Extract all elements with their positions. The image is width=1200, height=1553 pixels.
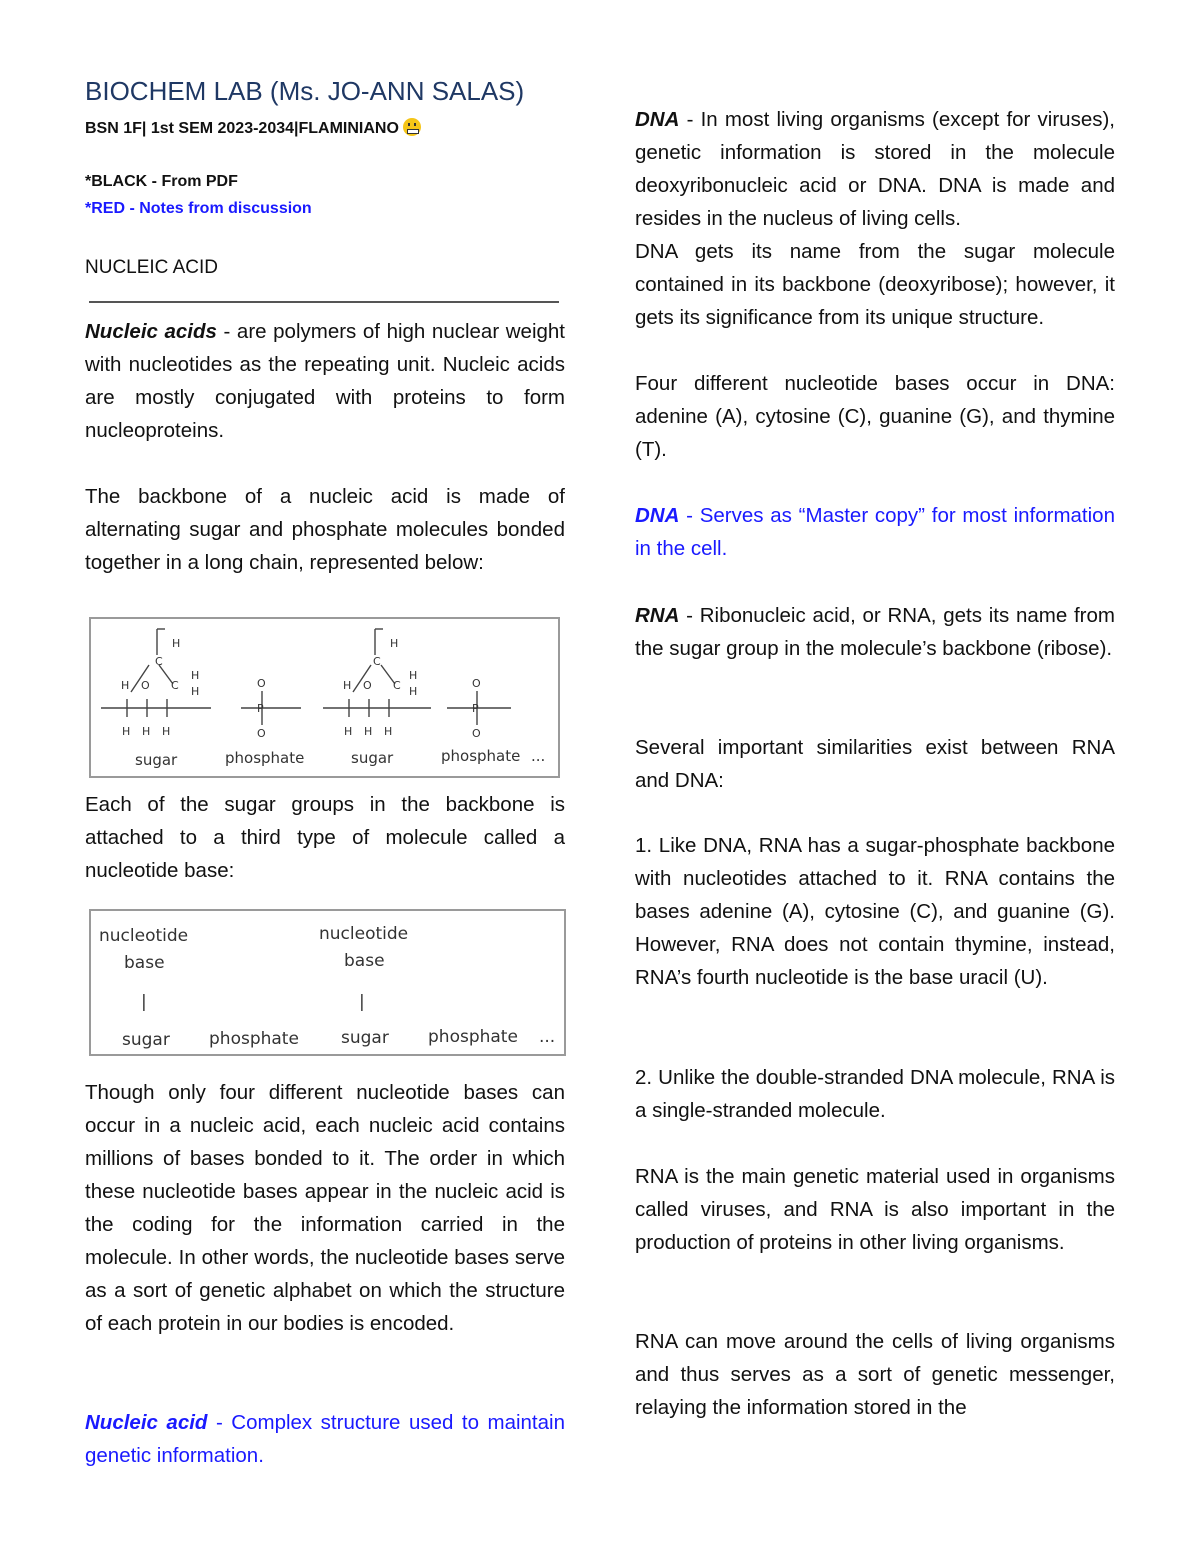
fig1-ellipsis: ... xyxy=(531,747,546,765)
nucleotide-base-figure xyxy=(89,909,566,1056)
nucleic-acid-note-text: - Complex structure used to maintain genetic information. xyxy=(85,1411,565,1467)
chem-c: C xyxy=(373,655,381,668)
fig2-label-sugar-2: sugar xyxy=(341,1028,389,1048)
backbone-diagram xyxy=(91,619,558,776)
similarity-item-2: 2. Unlike the double-stranded DNA molecule, RNA is a single-stranded molecule. xyxy=(635,1066,1115,1122)
fig2-label-phosphate-2: phosphate xyxy=(428,1027,518,1047)
chem-c: C xyxy=(393,679,401,692)
rna-definition xyxy=(635,599,1115,665)
chem-h: H xyxy=(172,637,181,650)
nucleic-acid-note xyxy=(85,1406,565,1472)
chem-h: H xyxy=(409,685,418,698)
chem-h: H xyxy=(142,725,151,738)
dna-name-paragraph: DNA gets its name from the sugar molecule contained in its backbone (deoxyribose); however, it gets its significance from its unique structure. xyxy=(635,240,1115,329)
dna-text: - In most living organisms (except for viruses), genetic information is stored in the molecule deoxyribonucleic acid or DNA. DNA is made and resides in the nucleus of living cells. xyxy=(635,108,1115,230)
messenger-paragraph: RNA can move around the cells of living organisms and thus serves as a sort of genetic messenger, relaying the information stored in the xyxy=(635,1330,1115,1419)
chem-h: H xyxy=(364,725,373,738)
chem-p: P xyxy=(257,702,264,715)
chem-h: H xyxy=(409,669,418,682)
dna-note-text: - Serves as “Master copy” for most information in the cell. xyxy=(635,504,1115,560)
fig1-label-phosphate-1: phosphate xyxy=(225,749,305,767)
fig1-label-sugar-1: sugar xyxy=(135,751,178,769)
chem-o: O xyxy=(257,677,266,690)
chem-h: H xyxy=(344,725,353,738)
nucleotide-base-diagram xyxy=(91,911,564,1054)
fig2-base-label-1: nucleotide xyxy=(99,926,189,946)
section-title: NUCLEIC ACID xyxy=(85,257,219,278)
dna-note xyxy=(635,499,1115,565)
chem-c: C xyxy=(155,655,163,668)
chem-c: C xyxy=(171,679,179,692)
chem-o: O xyxy=(363,679,372,692)
viruses-paragraph: RNA is the main genetic material used in organisms called viruses, and RNA is also important in the production of proteins in other living organisms. xyxy=(635,1165,1115,1254)
similarity-item-1: 1. Like DNA, RNA has a sugar-phosphate backbone with nucleotides attached to it. RNA contains the bases adenine (A), cytosine (C), and guanine (G). However, RNA does not contain thymine, instead, RNA’s fourth nucleotide is the base uracil (U). xyxy=(635,834,1115,989)
fig2-base-label-1b: base xyxy=(124,953,165,973)
similarities-paragraph: Several important similarities exist between RNA and DNA: xyxy=(635,736,1115,792)
chem-h: H xyxy=(390,637,399,650)
fig2-bar-1: | xyxy=(141,992,147,1012)
backbone-paragraph: The backbone of a nucleic acid is made of alternating sugar and phosphate molecules bonded together in a long chain, represented below: xyxy=(85,485,565,574)
grimace-emoji-icon xyxy=(403,118,421,136)
nucleic-acids-term: Nucleic acids xyxy=(85,320,217,343)
fig2-base-label-2b: base xyxy=(344,951,385,971)
sugar-groups-paragraph: Each of the sugar groups in the backbone is attached to a third type of molecule called a nucleotide base: xyxy=(85,793,565,882)
fig2-label-sugar-1: sugar xyxy=(122,1030,170,1050)
bases-order-paragraph: Though only four different nucleotide bases can occur in a nucleic acid, each nucleic acid contains millions of bases bonded to it. The order in which these nucleotide bases appear in the nucleic acid is the coding for the information carried in the molecule. In other words, the nucleotide bases serve as a sort of genetic alphabet on which the structure of each protein in our bodies is encoded. xyxy=(85,1081,565,1335)
chem-h: H xyxy=(343,679,352,692)
dna-definition xyxy=(635,103,1115,235)
legend-black: *BLACK - From PDF xyxy=(85,173,238,190)
nucleic-acid-note-term: Nucleic acid xyxy=(85,1411,208,1434)
document-subtitle xyxy=(85,118,421,138)
chem-h: H xyxy=(162,725,171,738)
chem-h: H xyxy=(191,685,200,698)
chem-h: H xyxy=(384,725,393,738)
nucleic-acids-text: - are polymers of high nuclear weight with nucleotides as the repeating unit. Nucleic acids are mostly conjugated with proteins to form nucleoproteins. xyxy=(85,320,565,442)
fig2-base-label-2: nucleotide xyxy=(319,924,409,944)
document-title: BIOCHEM LAB (Ms. JO-ANN SALAS) xyxy=(85,76,525,106)
nucleic-acids-definition xyxy=(85,315,565,447)
chem-o: O xyxy=(141,679,150,692)
fig2-ellipsis: ... xyxy=(539,1027,556,1047)
fig2-label-phosphate-1: phosphate xyxy=(209,1029,299,1049)
chem-o: O xyxy=(472,727,481,740)
subtitle-text: BSN 1F| 1st SEM 2023-2034|FLAMINIANO xyxy=(85,120,399,137)
chem-p: P xyxy=(472,702,479,715)
dna-note-term: DNA xyxy=(635,504,680,527)
chem-h: H xyxy=(122,725,131,738)
rna-text: - Ribonucleic acid, or RNA, gets its name from the sugar group in the molecule’s backbone (ribose). xyxy=(635,604,1115,660)
backbone-figure xyxy=(89,617,560,778)
fig1-label-sugar-2: sugar xyxy=(351,749,394,767)
fig1-label-phosphate-2: phosphate xyxy=(441,747,521,765)
chem-h: H xyxy=(121,679,130,692)
section-divider xyxy=(89,301,559,303)
legend-red: *RED - Notes from discussion xyxy=(85,200,312,217)
rna-term: RNA xyxy=(635,604,680,627)
chem-h: H xyxy=(191,669,200,682)
dna-bases-paragraph: Four different nucleotide bases occur in DNA: adenine (A), cytosine (C), guanine (G), and thymine (T). xyxy=(635,372,1115,461)
chem-o: O xyxy=(472,677,481,690)
dna-term: DNA xyxy=(635,108,680,131)
fig2-bar-2: | xyxy=(359,992,365,1012)
chem-o: O xyxy=(257,727,266,740)
